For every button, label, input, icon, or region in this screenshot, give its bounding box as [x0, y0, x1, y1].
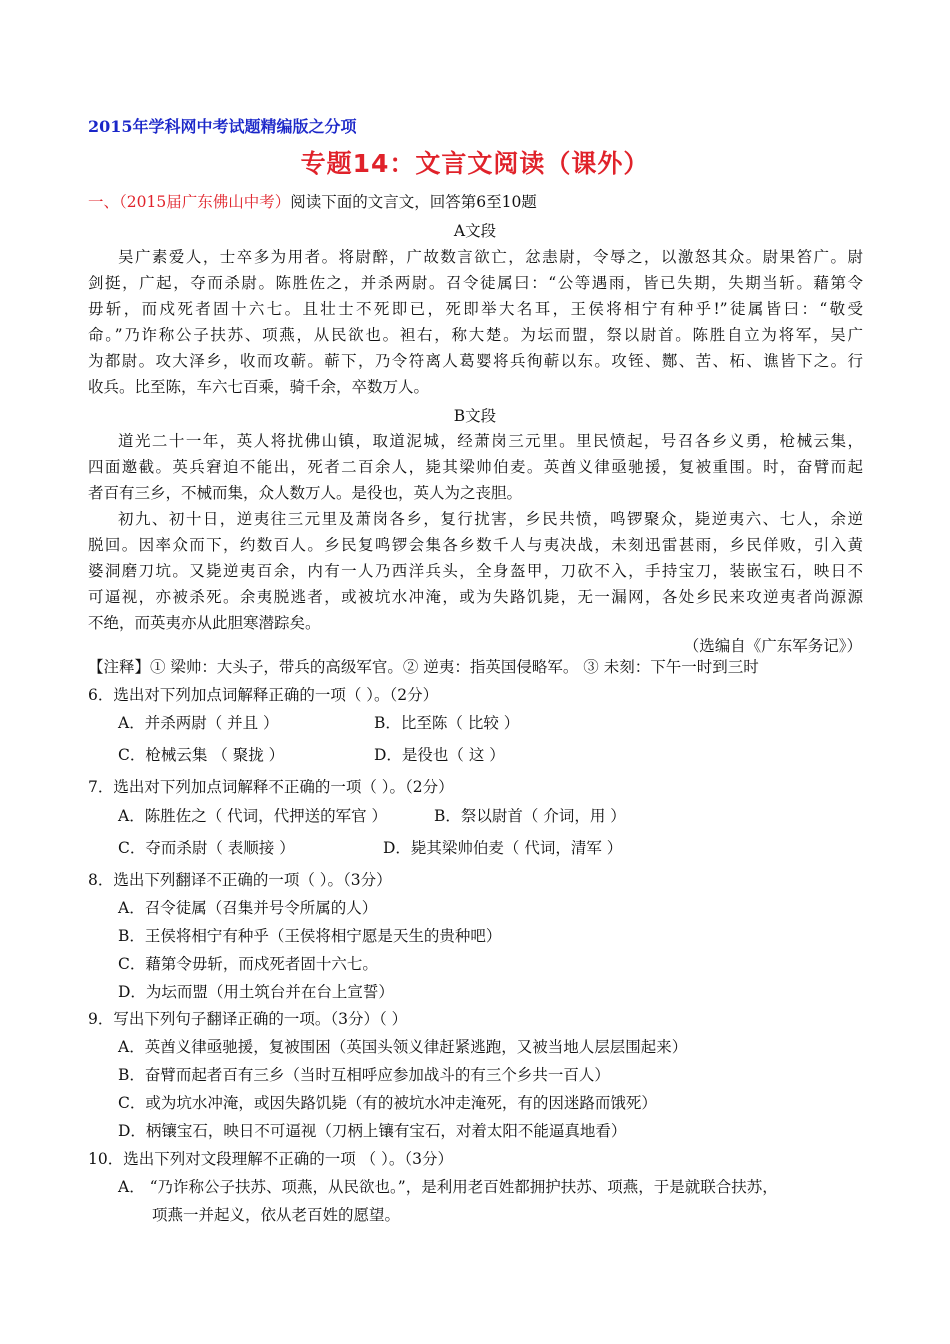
question-6-option-b: B．比至陈（ 比较 ）	[374, 714, 520, 732]
section-a-line: 吴广素爱人，士卒多为用者。将尉醉，广故数言欲亡，忿恚尉，令辱之，以激怒其众。尉果笞广。尉	[118, 248, 863, 266]
document-header: 2015年学科网中考试题精编版之分项	[88, 117, 357, 136]
question-10-option-a-cont: 项燕一并起义，依从老百姓的愿望。	[152, 1206, 401, 1224]
question-6-option-c: C．枪械云集 （ 聚拢 ）	[118, 746, 285, 764]
question-6-option-d: D．是役也（ 这 ）	[374, 746, 505, 764]
question-6-option-a: A．并杀两尉（ 并且 ）	[118, 714, 279, 732]
section-b-line: 可逼视，亦被杀死。余夷脱逃者，或被坑水冲淹，或为失路饥毙，无一漏网，各处乡民来攻逆夷者尚源源	[88, 588, 863, 606]
section-a-line: 命。”乃诈称公子扶苏、项燕，从民欲也。袒右，称大楚。为坛而盟，祭以尉首。陈胜自立为将军，吴广	[88, 326, 863, 344]
question-7-stem: 7．选出对下列加点词解释不正确的一项（ ）。（2分）	[88, 778, 454, 796]
section-a-line: 收兵。比至陈，车六七百乘，骑千余，卒数万人。	[88, 378, 430, 396]
section-b-heading: B文段	[453, 407, 497, 425]
question-8-option-d: D．为坛而盟（用土筑台并在台上宣誓）	[118, 983, 394, 1001]
question-8-option-a: A．召令徒属（召集并号令所属的人）	[118, 899, 378, 917]
question-8-stem: 8．选出下列翻译不正确的一项（ ）。（3分）	[88, 871, 392, 889]
question-9-option-b: B．奋臂而起者百有三乡（当时互相呼应参加战斗的有三个乡共一百人）	[118, 1066, 610, 1084]
question-8-option-c: C．藉第令毋斩，而戍死者固十六七。	[118, 955, 378, 973]
section-b-line: 四面邀截。英兵窘迫不能出，死者二百余人，毙其梁帅伯麦。英酋义律亟驰援，复被重围。时，奋臂而起	[88, 458, 863, 476]
document-title: 专题14：文言文阅读（课外）	[300, 149, 650, 178]
section-a-line: 剑挺，广起，夺而杀尉。陈胜佐之，并杀两尉。召令徒属曰：“公等遇雨，皆已失期，失期当斩。藉第令	[88, 274, 863, 292]
question-10-option-a: A． “乃诈称公子扶苏、项燕，从民欲也。”，是利用老百姓都拥护扶苏、项燕，于是就联合扶苏，	[118, 1178, 778, 1196]
question-7-option-b: B．祭以尉首（ 介词，用 ）	[434, 807, 626, 825]
question-7-option-d: D．毙其梁帅伯麦（ 代词，清军 ）	[383, 839, 623, 857]
section-b-line: 者百有三乡，不械而集，众人数万人。是役也，英人为之丧胆。	[88, 484, 523, 502]
intro-line	[88, 192, 537, 212]
intro-source: （2015届广东佛山中考）	[119, 193, 291, 211]
section-b-line: 婆洞磨刀坑。又毙逆夷百余，内有一人乃西洋兵头，全身盔甲，刀砍不入，手持宝刀，装嵌宝石，映日不	[88, 562, 863, 580]
question-9-option-d: D．柄镶宝石，映日不可逼视（刀柄上镶有宝石，对着太阳不能逼真地看）	[118, 1122, 627, 1140]
section-b-line: 脱回。因率众而下，约数百人。乡民复鸣锣会集各乡数千人与夷决战，未刻迅雷甚雨，乡民佯败，引入黄	[88, 536, 863, 554]
question-9-stem: 9．写出下列句子翻译正确的一项。（3分）（ ）	[88, 1010, 408, 1028]
section-a-heading: A文段	[453, 222, 497, 240]
citation: （选编自《广东军务记》）	[683, 637, 862, 655]
question-9-option-c: C．或为坑水冲淹，或因失路饥毙（有的被坑水冲走淹死，有的因迷路而饿死）	[118, 1094, 657, 1112]
section-b-line: 道光二十一年，英人将扰佛山镇，取道泥城，经萧岗三元里。里民愤起，号召各乡义勇，枪械云集，	[118, 432, 863, 450]
question-7-option-c: C．夺而杀尉（ 表顺接 ）	[118, 839, 295, 857]
question-7-option-a: A．陈胜佐之（ 代词，代押送的军官 ）	[118, 807, 388, 825]
section-b-line: 不绝，而英夷亦从此胆寒潜踪矣。	[88, 614, 321, 632]
intro-number: 一、	[88, 193, 120, 211]
notes: 【注释】① 梁帅：大头子，带兵的高级军官。② 逆夷：指英国侵略军。 ③ 未刻：下午一时到三时	[88, 658, 759, 676]
intro-text: 阅读下面的文言文，回答第6至10题	[290, 193, 537, 211]
question-10-stem: 10．选出下列对文段理解不正确的一项 （ ）。（3分）	[88, 1150, 453, 1168]
question-9-option-a: A．英酋义律亟驰援，复被围困（英国头领义律赶紧逃跑，又被当地人层层围起来）	[118, 1038, 688, 1056]
section-a-line: 毋斩，而戍死者固十六七。且壮士不死即已，死即举大名耳，王侯将相宁有种乎!”徒属皆曰：“敬受	[88, 300, 863, 318]
question-8-option-b: B．王侯将相宁有种乎（王侯将相宁愿是天生的贵种吧）	[118, 927, 502, 945]
section-a-line: 为都尉。攻大泽乡，收而攻蕲。蕲下，乃令符离人葛婴将兵徇蕲以东。攻铚、酂、苦、柘、谯皆下之。行	[88, 352, 863, 370]
question-6-stem: 6．选出对下列加点词解释正确的一项（ ）。（2分）	[88, 686, 439, 704]
section-b-line: 初九、初十日，逆夷往三元里及萧岗各乡，复行扰害，乡民共愤，鸣锣聚众，毙逆夷六、七人，余逆	[118, 510, 863, 528]
